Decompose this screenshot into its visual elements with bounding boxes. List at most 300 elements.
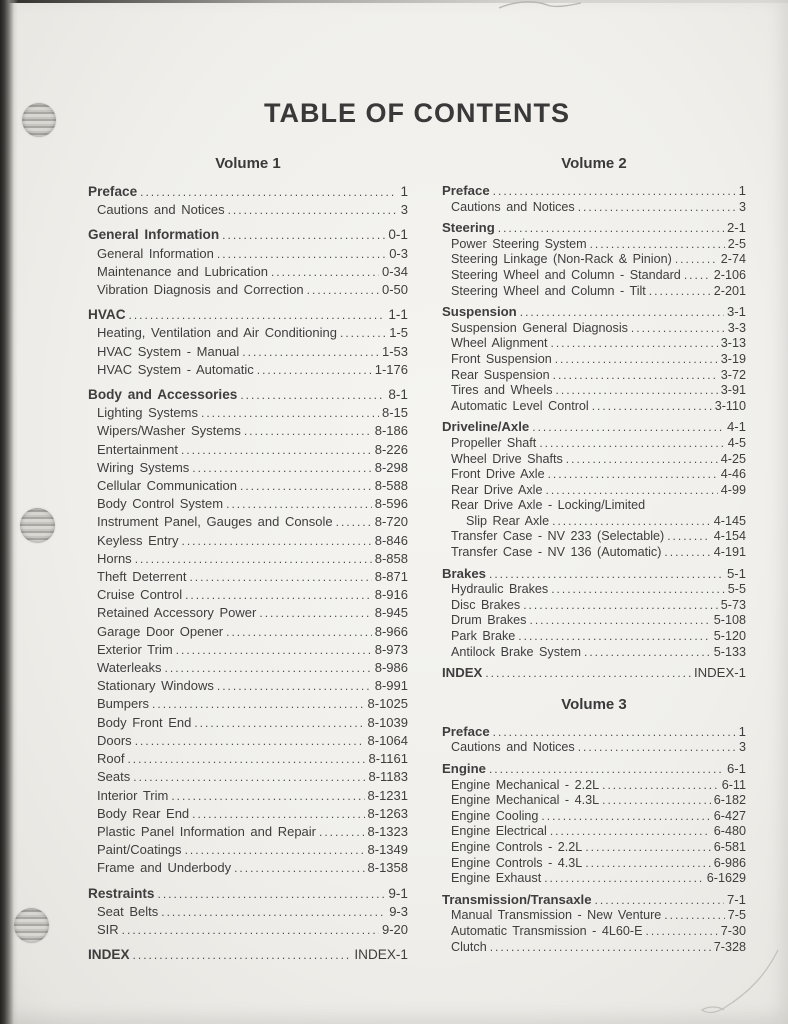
toc-entry (88, 459, 408, 477)
leader-dots (667, 529, 711, 545)
entry-label: Instrument Panel, Gauges and Console (97, 514, 333, 530)
entry-label: Vibration Diagnosis and Correction (97, 282, 304, 298)
entry-page: 2-74 (720, 252, 746, 267)
entry-label: General Information (97, 245, 214, 261)
volume-heading: Volume 2 (561, 155, 627, 172)
entry-page: 3-72 (720, 367, 746, 382)
leader-dots (489, 566, 724, 583)
entry-page: 3-110 (714, 398, 746, 413)
leader-dots (544, 871, 704, 887)
leader-dots (664, 545, 710, 561)
entry-label: HVAC (88, 307, 126, 323)
entry-page: 6-1629 (706, 871, 746, 886)
toc-entry (442, 529, 746, 545)
leader-dots (122, 921, 379, 939)
entry-label: Brakes (442, 565, 486, 581)
leader-dots (226, 623, 372, 641)
leader-dots (171, 787, 364, 805)
toc-entry (88, 586, 408, 604)
entry-label: Wipers/Washer Systems (97, 423, 241, 439)
entry-page: 5-73 (720, 597, 746, 612)
binding-edge (0, 0, 18, 1024)
entry-label: Driveline/Axle (442, 419, 530, 435)
leader-dots (498, 220, 724, 237)
entry-label: Entertainment (97, 441, 178, 457)
entry-page: 7-5 (727, 908, 746, 923)
leader-dots (555, 352, 718, 368)
toc-entry (88, 263, 408, 281)
leader-dots (551, 336, 718, 352)
leader-dots (518, 629, 710, 645)
entry-label: Exterior Trim (97, 641, 173, 657)
entry-page: 8-916 (374, 587, 408, 603)
toc-entry (442, 498, 746, 514)
entry-label: Engine Controls - 4.3L (451, 855, 583, 870)
leader-dots (595, 892, 724, 909)
leader-dots (234, 859, 364, 877)
entry-label: Doors (97, 732, 132, 748)
leader-dots (222, 226, 385, 244)
entry-page: 3-91 (720, 383, 746, 398)
leader-dots (152, 695, 364, 713)
entry-label: Bumpers (97, 696, 150, 712)
entry-label: Propeller Shaft (451, 435, 537, 450)
entry-label: Preface (442, 723, 490, 739)
toc-entry (88, 201, 408, 219)
entry-page: 5-120 (713, 629, 746, 644)
toc-entry (442, 200, 746, 216)
entry-page: 8-858 (374, 550, 408, 566)
toc-entry (88, 226, 408, 244)
toc-entry (442, 908, 746, 924)
entry-page: 0-34 (381, 263, 408, 279)
entry-label: Seats (97, 769, 131, 785)
entry-label: HVAC System - Automatic (97, 361, 254, 377)
entry-page: 6-581 (713, 839, 746, 854)
entry-label: Steering Wheel and Column - Tilt (451, 283, 646, 298)
entry-label: Hydraulic Brakes (451, 582, 549, 597)
entry-label: Maintenance and Lubrication (97, 263, 268, 279)
entry-page: 9-20 (381, 921, 408, 937)
binder-hole-icon (20, 508, 55, 543)
toc-entry (442, 740, 746, 756)
toc-entry (442, 856, 746, 872)
entry-page: 1 (738, 183, 746, 198)
entry-label: Slip Rear Axle (466, 513, 550, 528)
toc-entry (88, 306, 408, 324)
toc-entry (442, 183, 746, 200)
toc-entry (88, 885, 408, 903)
entry-label: Engine Mechanical - 4.3L (451, 793, 600, 808)
leader-dots (649, 284, 711, 300)
leader-dots (675, 252, 718, 268)
entry-page: 1-176 (374, 361, 408, 377)
volume-heading: Volume 1 (215, 155, 281, 172)
toc-entry (442, 545, 746, 561)
toc-entry (442, 566, 746, 583)
entry-label: Frame and Underbody (97, 860, 232, 876)
entry-page: 1-1 (388, 307, 408, 323)
entry-page: 3 (400, 202, 408, 218)
entry-label: Steering Linkage (Non-Rack & Pinion) (451, 252, 672, 267)
entry-page: 4-25 (720, 451, 746, 466)
entry-page: 8-1025 (367, 696, 408, 712)
entry-label: Body Front End (97, 714, 192, 730)
leader-dots (523, 598, 718, 614)
entry-page: 4-191 (713, 545, 746, 560)
entry-label: Disc Brakes (451, 597, 521, 612)
leader-dots (161, 903, 386, 921)
toc-entry (88, 550, 408, 568)
entry-label: Front Suspension (451, 351, 552, 366)
entry-page: 8-226 (374, 441, 408, 457)
toc-entry (442, 924, 746, 940)
entry-page: 3-13 (720, 336, 746, 351)
leader-dots (319, 823, 365, 841)
toc-entry (88, 946, 408, 964)
leader-dots (244, 422, 372, 440)
toc-entry (88, 495, 408, 513)
entry-page: 1-53 (381, 343, 408, 359)
entry-label: INDEX (442, 665, 483, 681)
entry-label: Front Drive Axle (451, 467, 545, 482)
entry-label: Engine Mechanical - 2.2L (451, 777, 600, 792)
leader-dots (585, 840, 710, 856)
toc-entry (88, 768, 408, 786)
leader-dots (135, 550, 372, 568)
toc-entry (442, 304, 746, 321)
entry-label: Seat Belts (97, 903, 159, 919)
toc-entry (88, 787, 408, 805)
entry-page: INDEX-1 (693, 665, 746, 681)
leader-dots (140, 183, 397, 201)
toc-entry (442, 824, 746, 840)
entry-page: 6-182 (713, 793, 746, 808)
toc-entry (442, 352, 746, 368)
entry-label: Clutch (451, 939, 487, 954)
leader-dots (485, 665, 691, 682)
toc-entry (88, 245, 408, 263)
entry-label: Suspension General Diagnosis (451, 320, 628, 335)
toc-entry (442, 284, 746, 300)
entry-page: 5-1 (726, 565, 746, 581)
entry-page: 6-427 (713, 808, 746, 823)
entry-label: Plastic Panel Information and Repair (97, 823, 317, 839)
leader-dots (602, 793, 711, 809)
entry-page: 7-328 (713, 939, 746, 954)
leader-dots (548, 467, 718, 483)
leader-dots (566, 452, 718, 468)
toc-entries (442, 724, 746, 955)
toc-entry (88, 841, 408, 859)
entry-page: 2-5 (727, 236, 746, 251)
toc-entry (442, 220, 746, 237)
entry-page: 8-1161 (368, 751, 408, 767)
entry-label: Cautions and Notices (97, 202, 225, 218)
entry-page: 8-846 (374, 532, 408, 548)
leader-dots (551, 582, 725, 598)
entry-page: 2-106 (713, 267, 746, 282)
toc-entry (442, 237, 746, 253)
entry-label: Cellular Communication (97, 478, 237, 494)
toc-entry (442, 467, 746, 483)
toc-entry (442, 368, 746, 384)
toc-entry (88, 921, 408, 939)
toc-entry (442, 645, 746, 661)
leader-dots (602, 778, 719, 794)
toc-entry (442, 483, 746, 499)
entry-page: 8-15 (381, 405, 408, 421)
entry-label: Horns (97, 550, 132, 566)
toc-entry (88, 532, 408, 550)
leader-dots (684, 268, 711, 284)
leader-dots (520, 304, 724, 321)
entry-label: Engine (442, 761, 486, 776)
toc-entry (442, 336, 746, 352)
entry-page: 5-5 (727, 582, 746, 597)
toc-entry (442, 582, 746, 598)
leader-dots (556, 383, 718, 399)
entry-page: 8-973 (374, 641, 408, 657)
toc-entry (88, 903, 408, 921)
leader-dots (135, 732, 365, 750)
toc-entry (442, 613, 746, 629)
entry-page: 5-133 (713, 644, 746, 659)
leader-dots (217, 677, 372, 695)
entry-page: 8-871 (374, 569, 408, 585)
entry-page: 8-1323 (367, 823, 408, 839)
entry-page: 3 (738, 199, 746, 214)
entry-page: 4-46 (720, 467, 746, 482)
leader-dots (259, 604, 371, 622)
toc-entry (442, 252, 746, 268)
entry-page: 8-986 (374, 660, 408, 676)
entry-label: INDEX (88, 947, 130, 963)
toc-entry (442, 436, 746, 452)
leader-dots (664, 908, 725, 924)
entry-label: Manual Transmission - New Venture (451, 908, 662, 923)
toc-entry (442, 629, 746, 645)
toc-entry (88, 441, 408, 459)
leader-dots (217, 245, 386, 263)
toc-entry (88, 604, 408, 622)
leader-dots (336, 513, 372, 531)
entry-label: SIR (97, 921, 119, 937)
entry-label: Engine Controls - 2.2L (451, 839, 583, 854)
entry-label: Cautions and Notices (451, 199, 575, 214)
entry-page: 8-1 (388, 387, 408, 403)
leader-dots (585, 856, 710, 872)
toc-entry (442, 665, 746, 682)
entry-page: 8-1263 (367, 805, 408, 821)
leader-dots (578, 200, 736, 216)
toc-entry (442, 809, 746, 825)
toc-entry (88, 750, 408, 768)
leader-dots (157, 885, 385, 903)
toc-entries (442, 183, 746, 682)
toc-entry (88, 695, 408, 713)
entry-page: 0-3 (389, 245, 408, 261)
toc-entry (442, 268, 746, 284)
entry-label: General Information (88, 227, 220, 243)
page-top-edge-shadow (0, 0, 788, 3)
leader-dots (228, 201, 398, 219)
entry-label: Stationary Windows (97, 678, 214, 694)
entry-label: Transfer Case - NV 233 (Selectable) (451, 529, 665, 544)
entry-page: 8-945 (374, 605, 408, 621)
entry-label: Roof (97, 751, 125, 767)
toc-entry (442, 793, 746, 809)
leader-dots (165, 659, 372, 677)
leader-dots (529, 613, 710, 629)
entry-label: Drum Brakes (451, 613, 527, 628)
entry-label: Preface (442, 183, 490, 198)
entry-label: Body Rear End (97, 805, 190, 821)
entry-label: Theft Deterrent (97, 569, 187, 585)
leader-dots (532, 419, 724, 436)
entry-page: 9-1 (388, 885, 408, 901)
entry-label: Heating, Ventilation and Air Conditioning (97, 325, 337, 341)
leader-dots (133, 768, 365, 786)
leader-dots (546, 483, 718, 499)
leader-dots (185, 841, 365, 859)
leader-dots (541, 809, 710, 825)
entry-label: Engine Exhaust (451, 871, 542, 886)
entry-label: Body Control System (97, 496, 224, 512)
entry-label: Wheel Alignment (451, 336, 548, 351)
entry-label: Suspension (442, 304, 517, 320)
toc-entry (88, 477, 408, 495)
leader-dots (553, 368, 718, 384)
entry-page: 4-145 (713, 513, 746, 528)
toc-entry (442, 840, 746, 856)
toc-entry (88, 732, 408, 750)
leader-dots (631, 321, 725, 337)
leader-dots (490, 940, 711, 956)
leader-dots (181, 532, 371, 550)
toc-entry (88, 659, 408, 677)
entry-label: Transmission/Transaxle (442, 891, 592, 907)
entry-page: 8-186 (374, 423, 408, 439)
leader-dots (550, 824, 711, 840)
entry-label: Automatic Transmission - 4L60-E (451, 923, 643, 938)
leader-dots (584, 645, 711, 661)
entry-label: Wiring Systems (97, 459, 190, 475)
entry-page: 9-3 (389, 903, 408, 919)
entry-page: 8-588 (374, 478, 408, 494)
toc-entry (442, 724, 746, 741)
entry-label: Paint/Coatings (97, 842, 182, 858)
leader-dots (176, 641, 372, 659)
entry-page: 3-3 (727, 320, 746, 335)
entry-page: 2-1 (726, 220, 746, 236)
leader-dots (307, 281, 379, 299)
binder-hole-icon (14, 908, 49, 943)
entry-label: Transfer Case - NV 136 (Automatic) (451, 545, 662, 560)
leader-dots (242, 343, 379, 361)
toc-entry (88, 281, 408, 299)
entry-page: INDEX-1 (354, 947, 408, 963)
leader-dots (192, 805, 364, 823)
entry-page: 6-986 (713, 855, 746, 870)
leader-dots (578, 740, 736, 756)
entry-label: Lighting Systems (97, 405, 198, 421)
toc-entry (442, 399, 746, 415)
leader-dots (185, 586, 372, 604)
entry-label: Engine Cooling (451, 808, 539, 823)
entry-label: Park Brake (451, 629, 516, 644)
toc-entry (88, 714, 408, 732)
entry-page: 1-5 (389, 325, 408, 341)
entry-page: 8-720 (374, 514, 408, 530)
page-content (88, 98, 746, 964)
entry-page: 2-201 (713, 283, 746, 298)
toc-entry (88, 361, 408, 379)
entry-label: Body and Accessories (88, 387, 238, 403)
entry-page: 6-1 (726, 761, 746, 776)
toc-column (88, 155, 408, 964)
entry-page: 8-991 (374, 678, 408, 694)
leader-dots (240, 477, 372, 495)
toc-entry (442, 598, 746, 614)
toc-entry (88, 805, 408, 823)
leader-dots (201, 404, 379, 422)
entry-page: 1 (400, 184, 408, 199)
leader-dots (226, 495, 372, 513)
toc-entry (442, 761, 746, 778)
leader-dots (127, 750, 365, 768)
entry-label: Wheel Drive Shafts (451, 451, 563, 466)
leader-dots (129, 306, 386, 324)
entry-label: Cruise Control (97, 587, 183, 603)
leader-dots (133, 946, 352, 964)
entry-label: Automatic Level Control (451, 398, 589, 413)
entry-label: Power Steering System (451, 236, 587, 251)
entry-label: Cautions and Notices (451, 740, 575, 755)
toc-entry (88, 183, 408, 201)
leader-dots (493, 183, 736, 200)
leader-dots (592, 399, 712, 415)
toc-entry (88, 823, 408, 841)
toc-entry (442, 892, 746, 909)
leader-dots (552, 514, 711, 530)
binder-hole-icon (22, 103, 56, 137)
entry-page: 0-1 (388, 227, 408, 243)
entry-page: 8-1231 (367, 787, 408, 803)
toc-entry (442, 940, 746, 956)
entry-label: Tires and Wheels (451, 383, 553, 398)
toc-entry (442, 452, 746, 468)
entry-label: Restraints (88, 885, 155, 901)
entry-page: 1 (738, 723, 746, 739)
entry-page: 6-480 (713, 824, 746, 839)
toc-entry (442, 514, 746, 530)
toc-entry (88, 404, 408, 422)
leader-dots (257, 361, 372, 379)
toc-columns (88, 155, 746, 964)
toc-entry (88, 386, 408, 404)
toc-entry (442, 383, 746, 399)
volume-heading: Volume 3 (561, 695, 627, 713)
entry-label: Rear Suspension (451, 367, 550, 382)
leader-dots (271, 263, 379, 281)
entry-page: 6-11 (721, 777, 746, 792)
entry-page: 8-966 (374, 623, 408, 639)
entry-page: 8-1349 (367, 842, 408, 858)
entry-label: Garage Door Opener (97, 623, 224, 639)
entry-label: Preface (88, 184, 138, 199)
entry-page: 3 (738, 740, 746, 755)
